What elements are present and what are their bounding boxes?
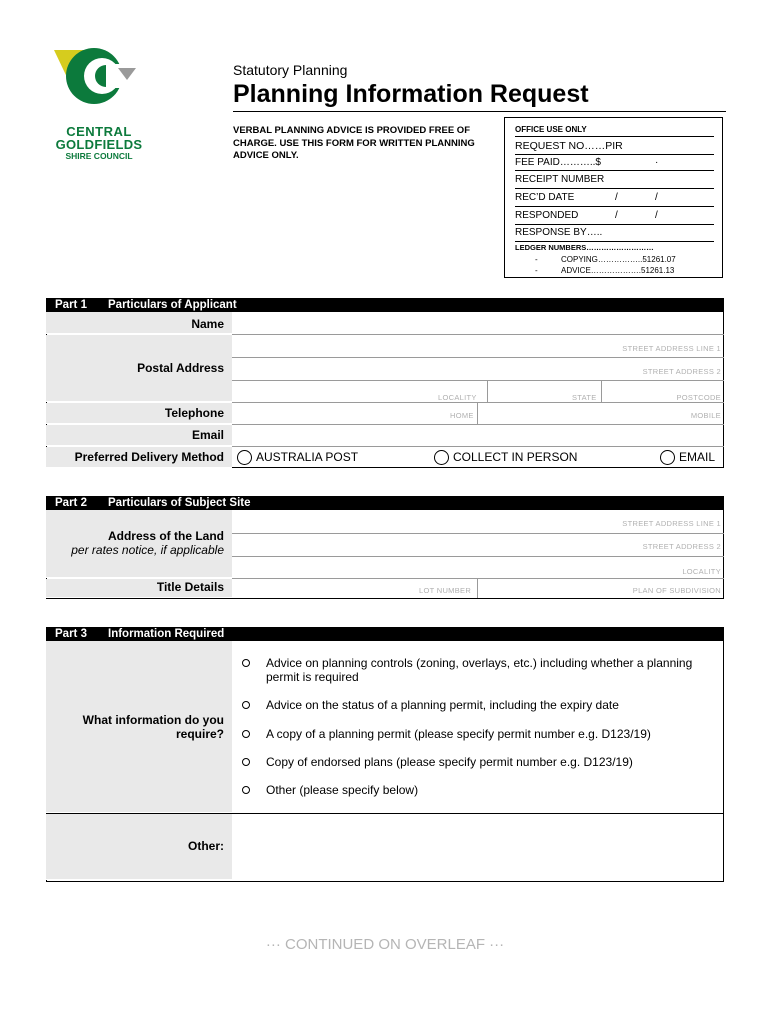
- response-by-field[interactable]: RESPONSE BY…..: [515, 227, 603, 238]
- information-required-label-cell: [46, 641, 232, 813]
- request-number-field[interactable]: REQUEST NO……PIR: [515, 140, 623, 152]
- part2-number: Part 2: [55, 497, 87, 509]
- part3-number: Part 3: [55, 628, 87, 640]
- land-address-sublabel: per rates notice, if applicable: [71, 543, 224, 557]
- option-text: A copy of a planning permit (please specify permit number e.g. D123/19): [266, 727, 651, 741]
- plan-of-subdivision-hint: PLAN OF SUBDIVISION: [632, 586, 721, 595]
- postal-locality-hint: LOCALITY: [438, 393, 477, 402]
- postal-address-label: Postal Address: [137, 361, 224, 375]
- office-divider: [515, 206, 714, 207]
- date-slash: /: [655, 192, 658, 203]
- date-slash: /: [655, 210, 658, 221]
- logo-text-goldfields: GOLDFIELDS: [55, 137, 143, 152]
- row-divider: [232, 446, 724, 447]
- verbal-advice-notice: VERBAL PLANNING ADVICE IS PROVIDED FREE OF CHARGE. USE THIS FORM FOR WRITTEN PLANNING ADVICE ONLY.: [233, 125, 475, 161]
- information-question-line2: require?: [175, 727, 224, 741]
- email-delivery-label: EMAIL: [679, 450, 716, 464]
- part1-header: [46, 298, 724, 312]
- fee-decimal-point: ·: [655, 157, 659, 168]
- option-text: Other (please specify below): [266, 783, 419, 797]
- receipt-number-field[interactable]: RECEIPT NUMBER: [515, 174, 605, 185]
- responded-date-field[interactable]: RESPONDED: [515, 210, 579, 221]
- email-delivery-radio[interactable]: [660, 450, 675, 465]
- office-use-heading: OFFICE USE ONLY: [515, 125, 587, 134]
- ledger-numbers-heading: LEDGER NUMBERS………………………: [515, 243, 654, 252]
- option-bullet-icon[interactable]: [242, 659, 250, 667]
- other-label-cell: [46, 814, 232, 880]
- part3-title: Information Required: [108, 628, 225, 640]
- land-street2-hint: STREET ADDRESS 2: [642, 542, 721, 551]
- part2-header: [46, 496, 724, 510]
- office-divider: [515, 241, 714, 242]
- telephone-label: Telephone: [164, 406, 224, 420]
- postal-street1-hint: STREET ADDRESS LINE 1: [622, 344, 721, 353]
- email-label-cell: [46, 425, 232, 446]
- delivery-label-cell: [46, 447, 232, 468]
- office-divider: [515, 154, 714, 155]
- council-logo: [44, 42, 154, 167]
- part1-title: Particulars of Applicant: [108, 299, 237, 311]
- australia-post-radio[interactable]: [237, 450, 252, 465]
- other-details-textarea[interactable]: [233, 814, 723, 880]
- email-label: Email: [191, 428, 224, 442]
- land-locality-input[interactable]: [233, 557, 723, 578]
- title-details-label: Title Details: [156, 580, 224, 594]
- title-details-label-cell: [46, 579, 232, 598]
- postal-state-hint: STATE: [572, 393, 597, 402]
- option-text: Advice on the status of a planning permit, including the expiry date: [266, 698, 619, 712]
- delivery-method-label: Preferred Delivery Method: [74, 450, 224, 464]
- ledger-dash: -: [535, 255, 538, 264]
- name-input[interactable]: [233, 312, 723, 334]
- lot-number-hint: LOT NUMBER: [419, 586, 472, 595]
- option-bullet-icon[interactable]: [242, 786, 250, 794]
- office-divider: [515, 224, 714, 225]
- option-bullet-icon[interactable]: [242, 730, 250, 738]
- ledger-dash: -: [535, 266, 538, 275]
- office-divider: [515, 136, 714, 137]
- telephone-label-cell: [46, 403, 232, 424]
- date-slash: /: [615, 192, 618, 203]
- land-address-label: Address of the Land: [107, 529, 224, 543]
- postal-postcode-hint: POSTCODE: [676, 393, 721, 402]
- received-date-field[interactable]: REC’D DATE: [515, 192, 575, 203]
- continued-overleaf-note: ··· CONTINUED ON OVERLEAF ···: [265, 936, 505, 953]
- australia-post-label: AUSTRALIA POST: [256, 450, 359, 464]
- land-address-label-cell: [46, 510, 232, 578]
- date-slash: /: [615, 210, 618, 221]
- name-label-cell: [46, 312, 232, 334]
- title-divider: [233, 111, 726, 112]
- option-bullet-icon[interactable]: [242, 758, 250, 766]
- information-question-line1: What information do you: [82, 713, 224, 727]
- telephone-mobile-hint: MOBILE: [690, 411, 721, 420]
- office-divider: [515, 170, 714, 171]
- postal-label-cell: [46, 335, 232, 402]
- office-divider: [515, 188, 714, 189]
- option-text: Copy of endorsed plans (please specify permit number e.g. D123/19): [266, 755, 633, 769]
- other-label: Other:: [188, 839, 224, 853]
- land-locality-hint: LOCALITY: [682, 567, 721, 576]
- logo-text-shire: SHIRE COUNCIL: [65, 151, 133, 161]
- land-street1-hint: STREET ADDRESS LINE 1: [622, 519, 721, 528]
- option-text: Advice on planning controls (zoning, overlays, etc.) including whether a planning permit is required: [266, 656, 693, 684]
- option-bullet-icon[interactable]: [242, 701, 250, 709]
- postal-street2-hint: STREET ADDRESS 2: [642, 367, 721, 376]
- part1-number: Part 1: [55, 299, 87, 311]
- telephone-home-input[interactable]: [233, 403, 477, 424]
- page-title: Planning Information Request: [233, 80, 589, 108]
- telephone-home-hint: HOME: [450, 411, 474, 420]
- part3-header: [46, 627, 724, 641]
- ledger-advice: ADVICE……………….51261.13: [561, 266, 675, 275]
- logo-text-central: CENTRAL: [66, 124, 132, 139]
- part2-title: Particulars of Subject Site: [108, 497, 251, 509]
- office-use-box: [504, 117, 723, 278]
- email-input[interactable]: [233, 425, 723, 446]
- page-subtitle: Statutory Planning: [233, 62, 348, 78]
- collect-in-person-label: COLLECT IN PERSON: [453, 450, 578, 464]
- telephone-mobile-input[interactable]: [478, 403, 723, 424]
- logo-mark-icon: [44, 42, 154, 122]
- collect-in-person-radio[interactable]: [434, 450, 449, 465]
- ledger-copying: COPYING……………..51261.07: [561, 255, 676, 264]
- name-label: Name: [191, 317, 224, 331]
- fee-paid-field[interactable]: FEE PAID………..$: [515, 157, 601, 168]
